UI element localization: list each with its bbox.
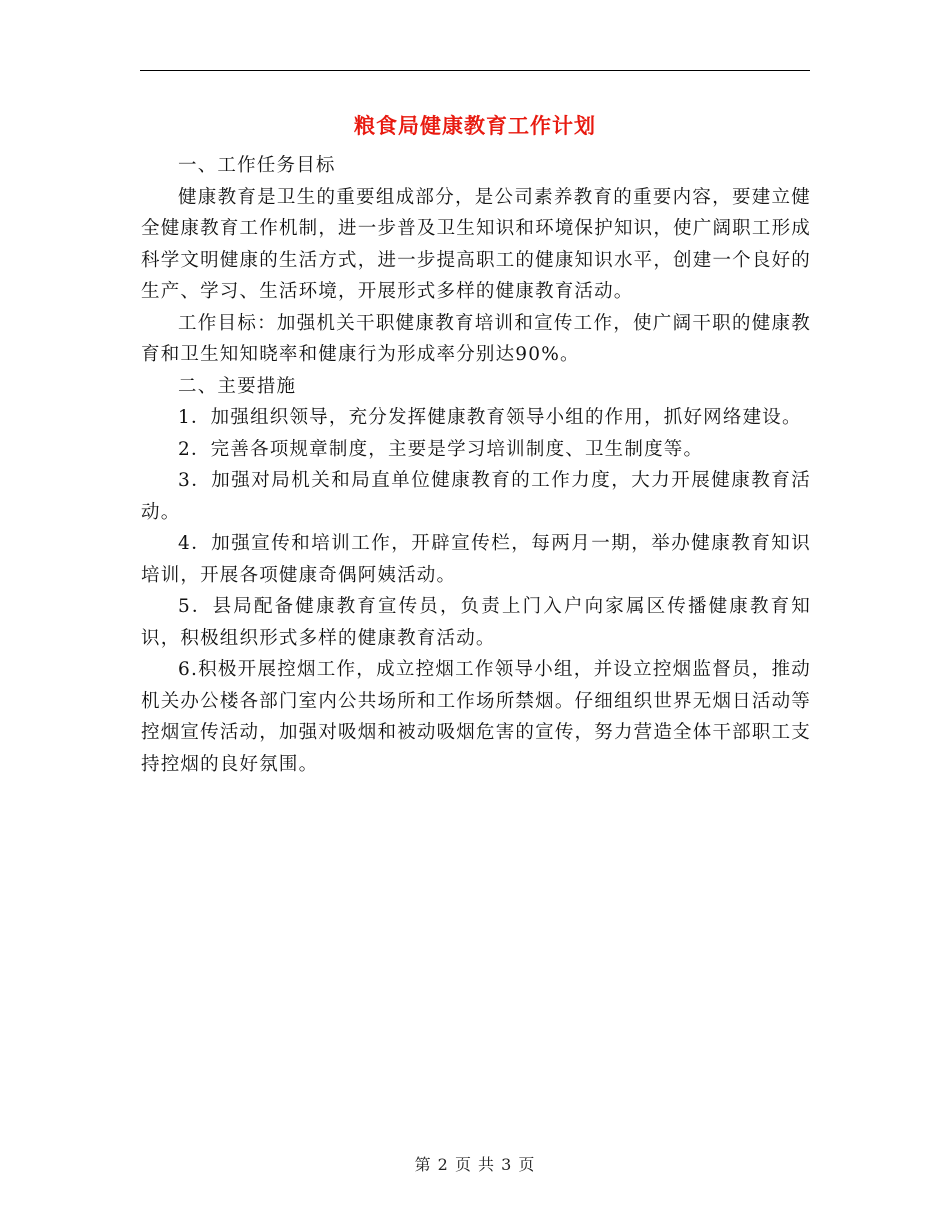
measure-item-3: 3．加强对局机关和局直单位健康教育的工作力度，大力开展健康教育活动。 [141,470,811,523]
paragraph-work-goal: 工作目标：加强机关干职健康教育培训和宣传工作，使广阔干职的健康教育和卫生知知晓率和健康行为形成率分别达90%。 [141,312,811,365]
document-title: 粮食局健康教育工作计划 [354,113,596,138]
measure-item-2: 2．完善各项规章制度，主要是学习培训制度、卫生制度等。 [178,438,704,460]
measure-item-1: 1．加强组织领导，充分发挥健康教育领导小组的作用，抓好网络建设。 [178,407,802,428]
section-heading-measures: 二、主要措施 [178,375,297,397]
header-rule [140,70,810,71]
measure-item-6: 6.积极开展控烟工作，成立控烟工作领导小组，并设立控烟监督员，推动机关办公楼各部门室内公共场所和工作场所禁烟。仔细组织世界无烟日活动等控烟宣传活动，加强对吸烟和被动吸烟危害的宣传，努力营造全体干部职工支持控烟的良好氛围。 [141,659,811,775]
section-heading-goals: 一、工作任务目标 [178,155,336,176]
measure-item-4: 4．加强宣传和培训工作，开辟宣传栏，每两月一期，举办健康教育知识培训，开展各项健康奇偶阿姨活动。 [141,533,811,586]
paragraph-intro: 健康教育是卫生的重要组成部分，是公司素养教育的重要内容，要建立健全健康教育工作机制，进一步普及卫生知识和环境保护知识，使广阔职工形成科学文明健康的生活方式，进一步提高职工的健康知识水平，创建一个良好的生产、学习、生活环境，开展形式多样的健康教育活动。 [141,186,811,302]
page-number-footer: 第 2 页 共 3 页 [414,1155,536,1174]
measure-item-5: 5．县局配备健康教育宣传员，负责上门入户向家属区传播健康教育知识，积极组织形式多样的健康教育活动。 [141,596,811,649]
document-body [141,150,811,780]
